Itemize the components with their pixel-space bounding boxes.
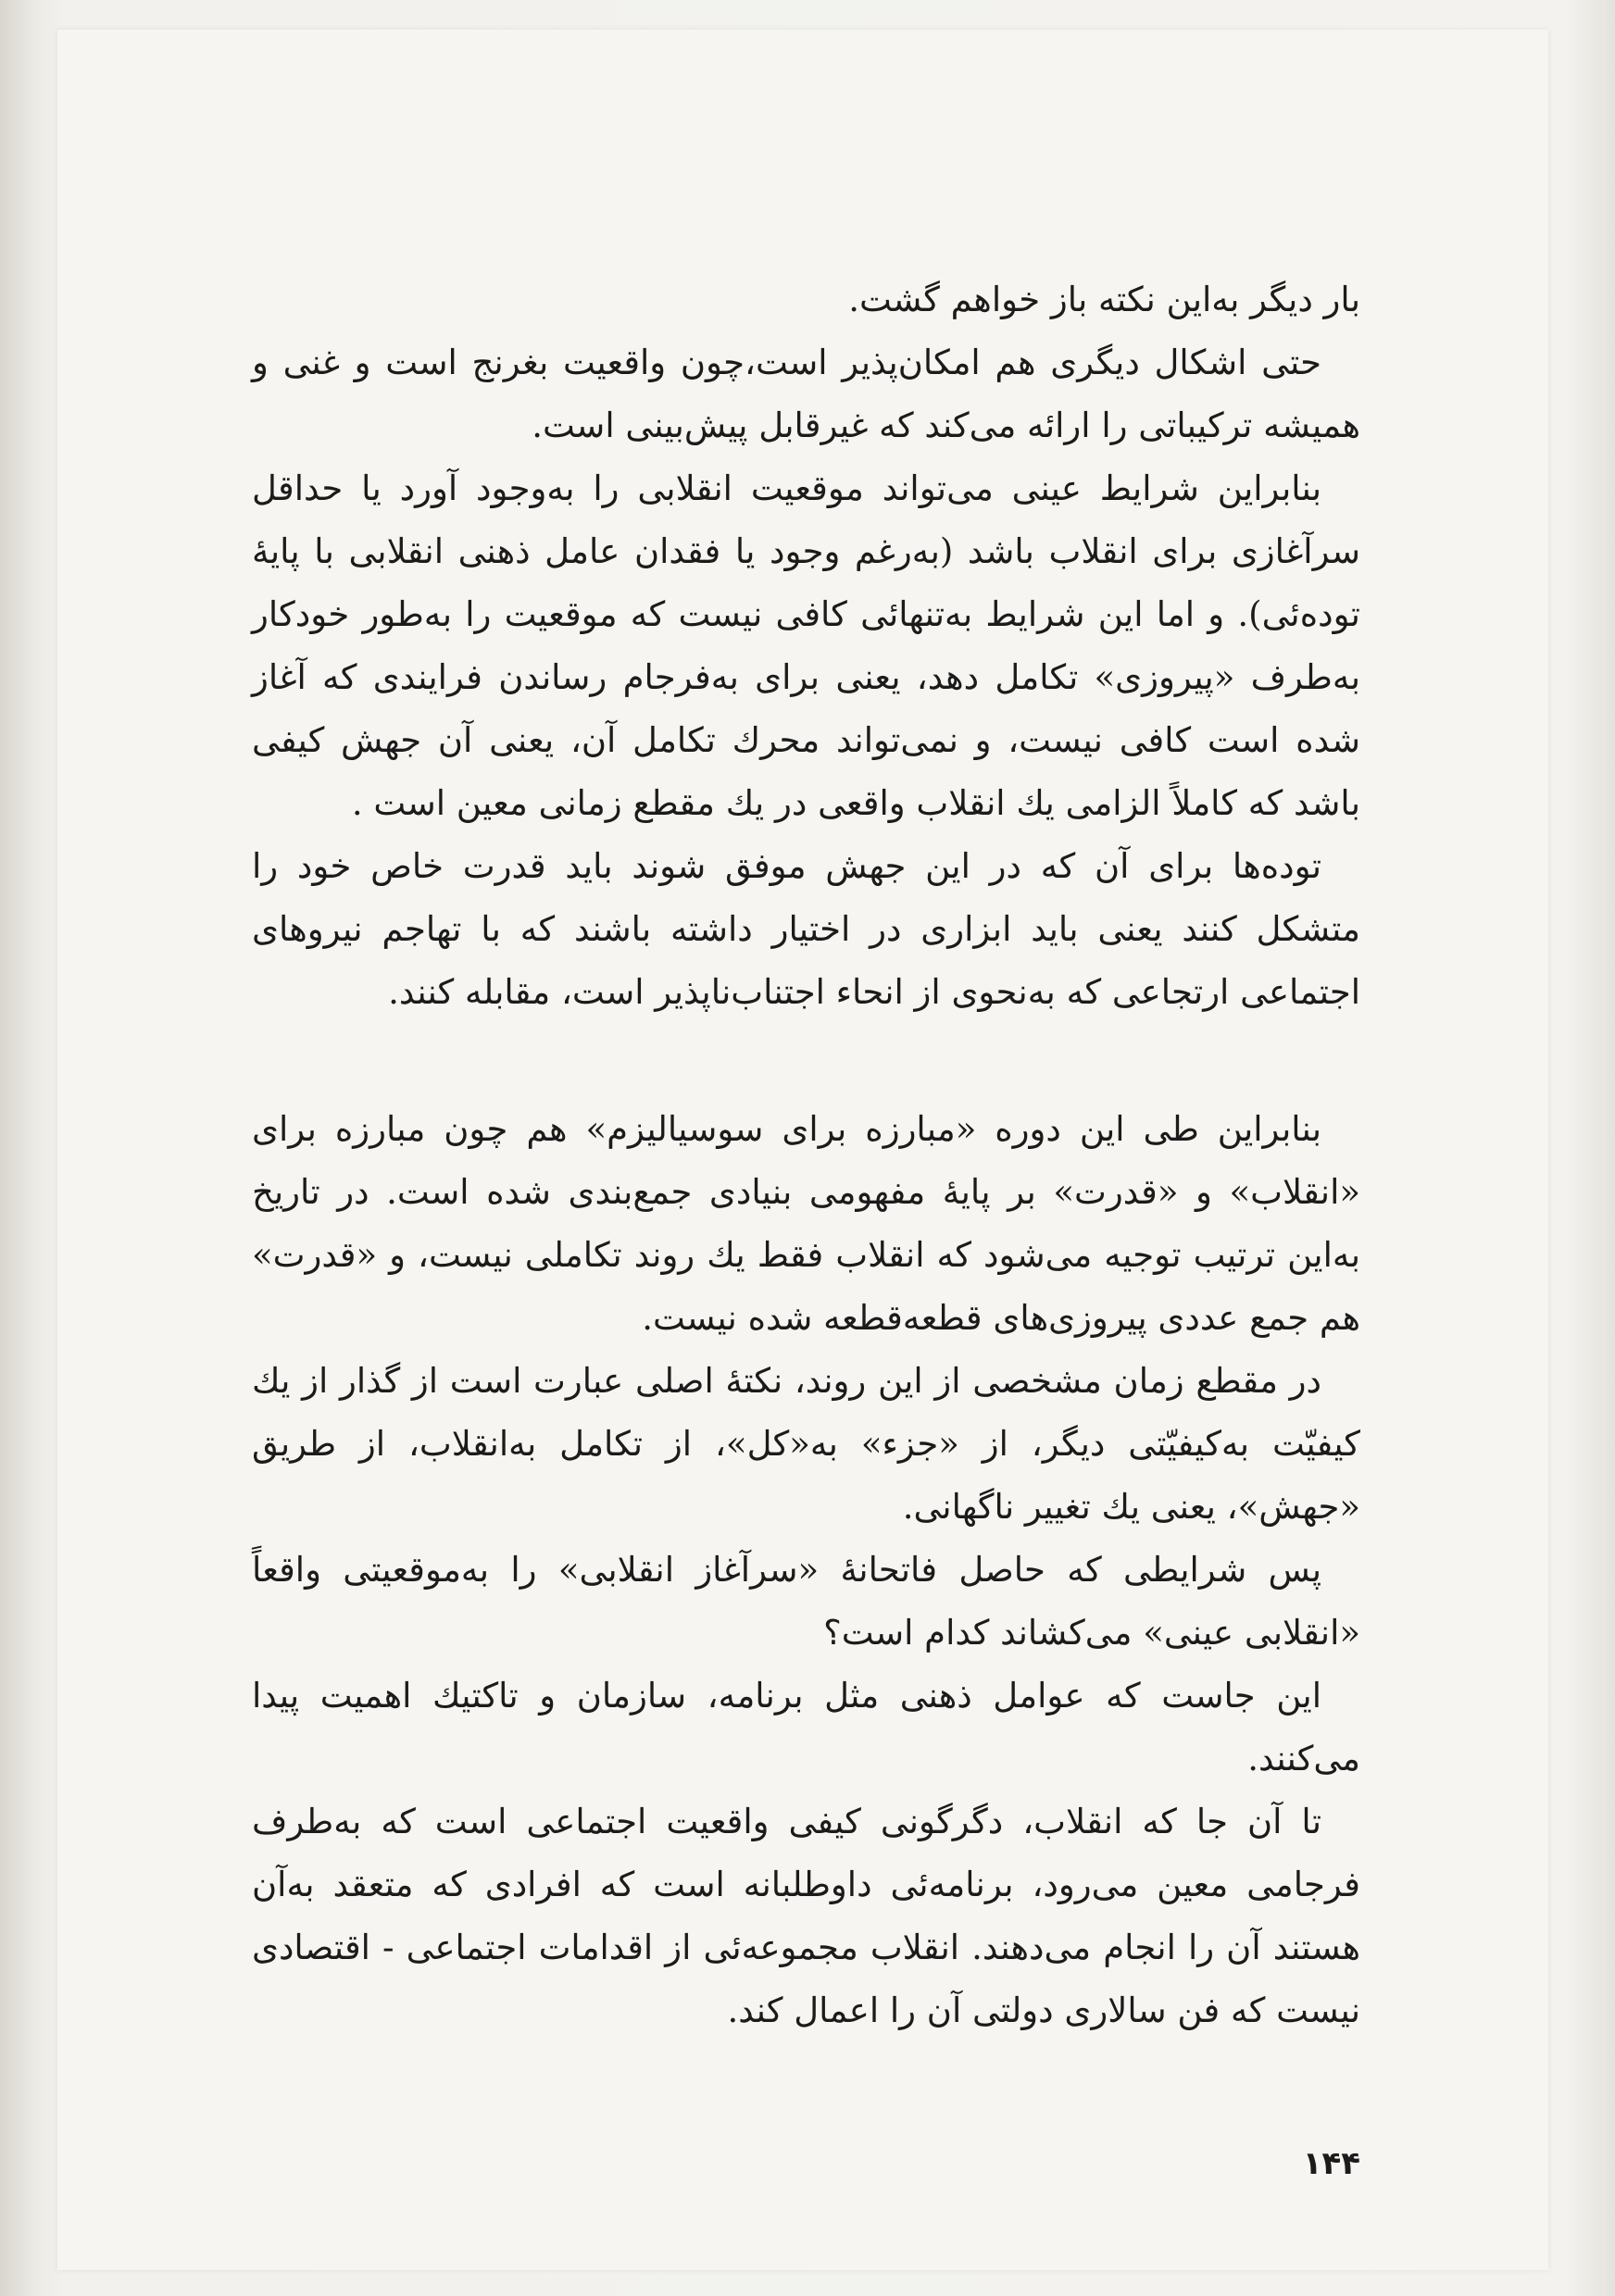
book-page — [57, 30, 1548, 2270]
paragraph: در مقطع زمان مشخصی از این روند، نکتهٔ اصلی عبارت است از گذار از یك کیفیّت به‌کیفیّتی دیگر، از «جزء» به«کل»، از تکامل به‌انقلاب، از طریق «جهش»، یعنی یك تغییر ناگهانی. — [252, 1361, 1360, 1527]
paragraph: بنابراین طی این دوره «مبارزه برای سوسیالیزم» هم چون مبارزه برای «انقلاب» و «قدرت» بر پایهٔ مفهومی بنیادی جمع‌بندی شده است. در تاریخ به‌این ترتیب توجیه می‌شود که انقلاب فقط یك روند تکاملی نیست، و «قدرت» هم جمع عددی پیروزی‌های قطعه‌قطعه شده نیست. — [252, 1109, 1360, 1338]
paragraph: حتی اشکال دیگری هم امکان‌پذیر است،چون واقعیت بغرنج است و غنی و همیشه ترکیباتی را ارائه می‌کند که غیرقابل پیش‌بینی است. — [252, 343, 1360, 445]
paragraph: پس شرایطی که حاصل فاتحانهٔ «سرآغاز انقلابی» را به‌موقعیتی واقعاً «انقلابی عینی» می‌کشاند کدام است؟ — [252, 1550, 1360, 1653]
section-gap — [252, 1024, 1360, 1098]
paragraph: بنابراین شرایط عینی می‌تواند موقعیت انقلابی را به‌وجود آورد یا حداقل سرآغازی برای انقلاب باشد (به‌رغم وجود یا فقدان عامل ذهنی انقلابی با پایهٔ توده‌ئی). و اما این شرایط به‌تنهائی کافی نیست که موقعیت را به‌طور خودکار به‌طرف «پیروزی» تکامل دهد، یعنی برای به‌فرجام رساندن فرایندی که آغاز شده است کافی نیست، و نمی‌تواند محرك تکامل آن، یعنی آن جهش کیفی باشد که کاملاً الزامی یك انقلاب واقعی در یك مقطع زمانی معین است . — [252, 468, 1360, 823]
paragraph: بار دیگر به‌این نکته باز خواهم گشت. — [848, 280, 1360, 319]
body-text — [252, 268, 1360, 2042]
paragraph: توده‌ها برای آن که در این جهش موفق شوند باید قدرت خاص خود را متشکل کنند یعنی باید ابزاری در اختیار داشته باشند که با تهاجم نیروهای اجتماعی ارتجاعی که به‌نحوی از انحاء اجتناب‌ناپذیر است، مقابله کنند. — [252, 846, 1360, 1012]
paragraph: تا آن جا که انقلاب، دگرگونی کیفی واقعیت اجتماعی است که به‌طرف فرجامی معین می‌رود، برنامه‌ئی داوطلبانه است که افرادی که متعقد به‌آن هستند آن را انجام می‌دهند. انقلاب مجموعه‌ئی از اقدامات اجتماعی - اقتصادی نیست که فن سالاری دولتی آن را اعمال کند. — [252, 1802, 1360, 2030]
page-number: ۱۴۴ — [1302, 2145, 1360, 2182]
paragraph: این جاست که عوامل ذهنی مثل برنامه، سازمان و تاکتیك اهمیت پیدا می‌کنند. — [252, 1676, 1360, 1778]
